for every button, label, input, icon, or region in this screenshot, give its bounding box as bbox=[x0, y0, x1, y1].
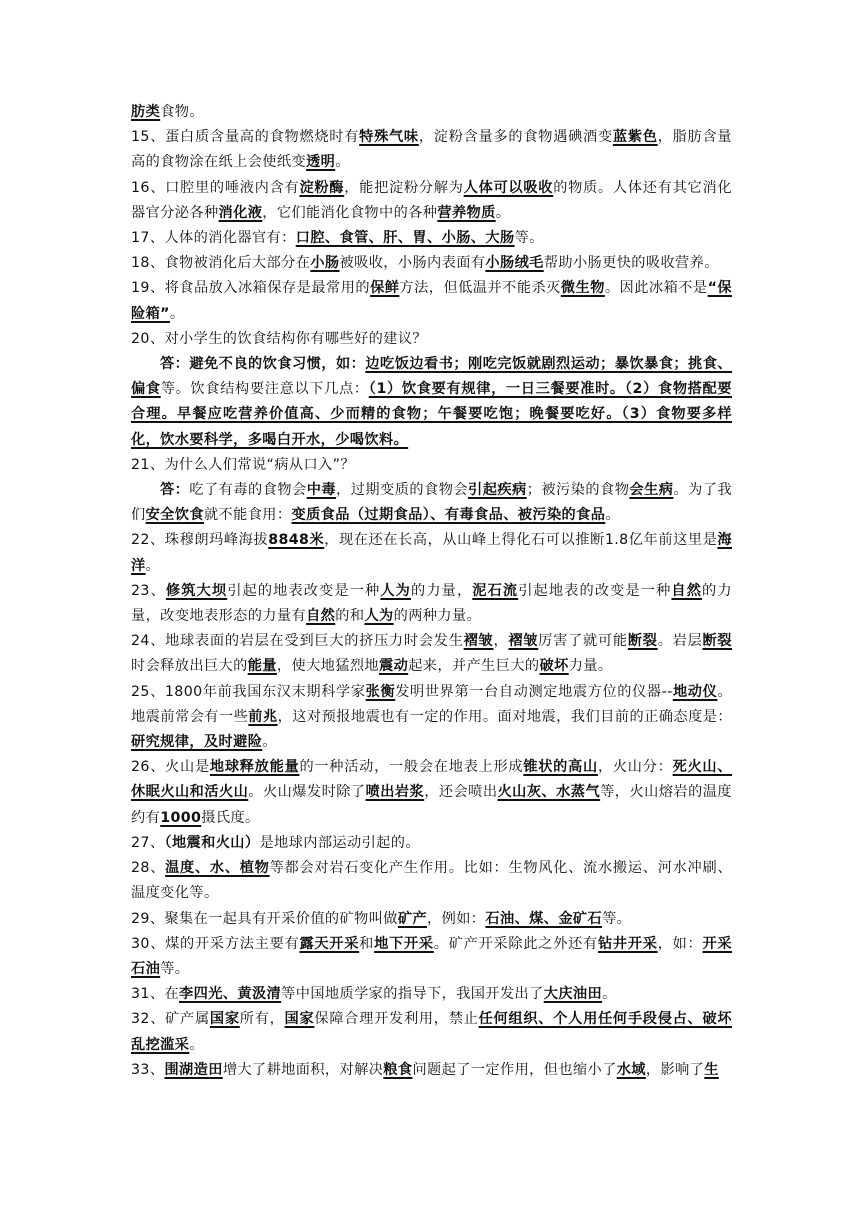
answer-keyword: 火山灰、水蒸气 bbox=[497, 784, 601, 801]
body-text: ，过期变质的食物会 bbox=[336, 482, 469, 499]
body-text: ，影响了 bbox=[645, 1061, 705, 1078]
answer-keyword: 口腔、食管、肝、胃、小肠、大肠 bbox=[295, 230, 515, 247]
item-24 bbox=[131, 629, 732, 679]
answer-keyword: 前兆 bbox=[248, 708, 278, 725]
answer-keyword: 1000 bbox=[160, 809, 202, 826]
answer-keyword: 8848米 bbox=[268, 532, 325, 549]
answer-keyword: 任何组织、个人用任何手段侵占、破坏乱挖滥采 bbox=[131, 1011, 732, 1053]
body-text: 。火山爆发时除了 bbox=[248, 784, 366, 801]
answer-keyword: 边吃饭边看书；刚吃完饭就剧烈运动；暴饮暴食；挑食、偏食 bbox=[131, 356, 732, 398]
body-text: 时会释放出巨大的 bbox=[131, 658, 248, 675]
item-29 bbox=[131, 907, 732, 932]
answer-keyword: 震动 bbox=[379, 658, 409, 675]
answer-keyword: 矿产 bbox=[397, 910, 428, 927]
body-text: ，它们能消化食物中的各种 bbox=[262, 204, 438, 221]
answer-keyword: 断裂 bbox=[627, 633, 658, 650]
body-text: 发明世界第一台自动测定地震方位的仪器-- bbox=[395, 683, 673, 700]
body-text: 。 bbox=[145, 557, 161, 574]
body-text: 所有， bbox=[239, 1011, 285, 1028]
item-31 bbox=[131, 982, 732, 1007]
answer-keyword: 消化液 bbox=[218, 204, 263, 221]
item-28 bbox=[131, 856, 732, 906]
answer-keyword: 死火山、休眠火山和活火山 bbox=[131, 759, 732, 801]
answer-keyword: 地球释放能量 bbox=[209, 759, 300, 776]
body-text: 摄氏度。 bbox=[201, 809, 260, 826]
body-text: 16、口腔里的唾液内含有 bbox=[131, 179, 300, 196]
answer-keyword: 露天开采 bbox=[299, 935, 360, 952]
body-text: 就不能食用： bbox=[203, 507, 292, 524]
item-30 bbox=[131, 932, 732, 982]
body-text: 33、 bbox=[131, 1061, 165, 1078]
body-text: 力量。 bbox=[568, 658, 613, 675]
body-text: 。为了我们 bbox=[131, 482, 732, 524]
answer-keyword: 褶皱 bbox=[508, 633, 539, 650]
answer-keyword: 大庆油田 bbox=[543, 986, 603, 1003]
body-text: 。岩层 bbox=[657, 633, 703, 650]
body-text: 食物。 bbox=[160, 104, 204, 120]
body-text: 30、煤的开采方法主要有 bbox=[131, 935, 300, 952]
body-text: 被吸收，小肠内表面有 bbox=[339, 255, 486, 272]
body-text: 27、 bbox=[131, 834, 165, 851]
answer-keyword: 海洋 bbox=[131, 532, 732, 574]
answer-keyword: 透明 bbox=[306, 154, 336, 171]
answer-keyword: 人为 bbox=[380, 582, 411, 599]
item-20-answer bbox=[131, 352, 732, 453]
body-text: ，淀粉含量多的食物遇碘酒变 bbox=[418, 129, 613, 146]
body-text: ，还会喷出 bbox=[424, 784, 498, 801]
answer-keyword: 断裂 bbox=[702, 633, 732, 650]
answer-keyword: 肪类 bbox=[131, 104, 161, 120]
body-text: 20、对小学生的饮食结构你有哪些好的建议？ bbox=[131, 330, 428, 347]
body-text: 15、蛋白质含量高的食物燃烧时有 bbox=[131, 129, 360, 146]
answer-keyword: 国家 bbox=[284, 1011, 315, 1028]
body-text: 等。 bbox=[160, 960, 190, 977]
answer-keyword: 围湖造田 bbox=[164, 1061, 223, 1078]
answer-keyword: 钻井开采 bbox=[597, 935, 658, 952]
body-text: 的力量， bbox=[411, 582, 473, 599]
body-text: ，如： bbox=[657, 935, 703, 952]
bold-text: 答： bbox=[160, 482, 190, 499]
body-text: 厉害了就可能 bbox=[538, 633, 628, 650]
body-text: 29、聚集在一起具有开采价值的矿物叫做 bbox=[131, 910, 398, 927]
answer-keyword: 水域 bbox=[616, 1061, 646, 1078]
answer-keyword: 国家 bbox=[209, 1011, 240, 1028]
answer-keyword: 褶皱 bbox=[463, 633, 494, 650]
body-text: 等，火山熔岩的温度约有 bbox=[131, 784, 732, 826]
body-text: 的物质。人体还有其它消化器官分泌各种 bbox=[131, 179, 732, 221]
answer-keyword: 安全饮食 bbox=[145, 507, 204, 524]
answer-keyword: 地动仪 bbox=[672, 683, 718, 700]
body-text: 的一种活动，一般会在地表上形成 bbox=[299, 759, 524, 776]
answer-keyword: 淀粉酶 bbox=[299, 179, 345, 196]
body-text: 。 bbox=[495, 204, 511, 221]
item-16 bbox=[131, 176, 732, 226]
body-text: 24、地球表面的岩层在受到巨大的挤压力时会发生 bbox=[131, 633, 464, 650]
body-text: 起来，并产生巨大的 bbox=[408, 658, 540, 675]
body-text: 等。 bbox=[602, 910, 632, 927]
body-text: 保障合理开发利用，禁止 bbox=[314, 1011, 479, 1028]
item-25 bbox=[131, 680, 732, 756]
item-19 bbox=[131, 276, 732, 326]
body-text: ，火山分： bbox=[597, 759, 673, 776]
answer-keyword: 锥状的高山 bbox=[523, 759, 598, 776]
body-text: 25、1800年前我国东汉末期科学家 bbox=[131, 683, 366, 700]
answer-keyword: 会生病 bbox=[629, 482, 674, 499]
body-text: ，能把淀粉分解为 bbox=[344, 179, 464, 196]
body-text: 引起地表的改变是一种 bbox=[518, 582, 672, 599]
body-text: ， bbox=[493, 633, 509, 650]
bold-text: （地震和火山） bbox=[164, 834, 260, 851]
answer-keyword: 保鲜 bbox=[370, 280, 400, 297]
body-text: 。地震前常会有一些 bbox=[131, 683, 732, 725]
answer-keyword: 修筑大坝 bbox=[165, 582, 228, 599]
item-18 bbox=[131, 251, 732, 276]
answer-keyword: 破坏 bbox=[539, 658, 569, 675]
body-text: 吃了有毒的食物会 bbox=[189, 482, 307, 499]
answer-keyword: 温度、水、植物 bbox=[165, 860, 270, 877]
answer-keyword: “保险箱” bbox=[131, 280, 733, 322]
body-text: 17、人体的消化器官有： bbox=[131, 230, 296, 247]
body-text: ，使大地猛烈地 bbox=[276, 658, 380, 675]
body-text: 32、矿产属 bbox=[131, 1011, 210, 1028]
body-text: 帮助小肠更快的吸收营养。 bbox=[543, 255, 719, 272]
body-text: 等中国地质学家的指导下，我国开发出了 bbox=[281, 986, 544, 1003]
body-text: 。 bbox=[169, 305, 185, 322]
body-text: 引起的地表改变是一种 bbox=[227, 582, 381, 599]
body-text: 问题起了一定作用，但也缩小了 bbox=[412, 1061, 617, 1078]
answer-keyword: 蓝紫色 bbox=[612, 129, 658, 146]
body-text: 。 bbox=[262, 734, 277, 751]
body-text: 。 bbox=[189, 1036, 204, 1053]
body-text: ，现在还在长高，从山峰上得化石可以推断1.8亿年前这里是 bbox=[324, 532, 718, 549]
answer-keyword: 营养物质 bbox=[437, 204, 496, 221]
item-23 bbox=[131, 579, 732, 629]
answer-keyword: 自然 bbox=[306, 608, 336, 625]
body-text: 18、食物被消化后大部分在 bbox=[131, 255, 311, 272]
item-27 bbox=[131, 831, 732, 856]
answer-keyword: 研究规律，及时避险 bbox=[131, 734, 263, 751]
answer-keyword: 生 bbox=[704, 1061, 719, 1078]
body-text: 22、珠穆朗玛峰海拔 bbox=[131, 532, 269, 549]
answer-keyword: 中毒 bbox=[306, 482, 337, 499]
body-text: 等都会对岩石变化产生作用。比如：生物风化、流水搬运、河水冲刷、温度变化等。 bbox=[131, 860, 732, 902]
answer-keyword: 微生物 bbox=[560, 280, 605, 297]
item-15 bbox=[131, 125, 732, 175]
body-text: 21、为什么人们常说“病从口入”？ bbox=[131, 456, 355, 473]
answer-keyword: 变质食品（过期食品）、有毒食品、被污染的食品 bbox=[291, 507, 606, 524]
body-text: 方法，但低温并不能杀灭 bbox=[399, 280, 561, 297]
item-33 bbox=[131, 1058, 732, 1083]
item-20-question bbox=[131, 327, 732, 352]
body-text: ，这对预报地震也有一定的作用。面对地震，我们目前的正确态度是： bbox=[277, 708, 732, 725]
answer-keyword: 开采石油 bbox=[131, 935, 732, 977]
document-page bbox=[131, 100, 732, 1083]
body-text: ；被污染的食物 bbox=[526, 482, 630, 499]
answer-keyword: 泥石流 bbox=[472, 582, 519, 599]
body-text: 26、火山是 bbox=[131, 759, 210, 776]
body-text: 是地球内部运动引起的。 bbox=[259, 834, 420, 851]
body-text: 增大了耕地面积，对解决 bbox=[222, 1061, 384, 1078]
body-text: 的力量，改变地表形态的力量有 bbox=[131, 582, 732, 625]
item-17 bbox=[131, 226, 732, 251]
body-text: 19、将食品放入冰箱保存是最常用的 bbox=[131, 280, 371, 297]
body-text: 31、在 bbox=[131, 986, 180, 1003]
item-26 bbox=[131, 755, 732, 831]
body-text: 的两种力量。 bbox=[393, 608, 482, 625]
answer-keyword: 自然 bbox=[671, 582, 703, 599]
body-text: 和 bbox=[359, 935, 375, 952]
answer-keyword: 粮食 bbox=[383, 1061, 413, 1078]
answer-keyword: 张衡 bbox=[365, 683, 396, 700]
answer-keyword: 引起疾病 bbox=[468, 482, 527, 499]
body-text: 28、 bbox=[131, 860, 166, 877]
answer-keyword: 李四光、黄汲清 bbox=[179, 986, 282, 1003]
body-text: 等。 bbox=[514, 230, 544, 247]
body-text: 等。饮食结构要注意以下几点： bbox=[160, 381, 369, 398]
answer-keyword: （1）饮食要有规律，一日三餐要准时。（2）食物搭配要合理。早餐应吃营养价值高、少而精的食物；午餐要吃饱；晚餐要吃好。（3）食物要多样化，饮水要科学，多喝白开水，少喝饮料。 bbox=[131, 381, 732, 448]
body-text: ，脂肪含量高的食物涂在纸上会使纸变 bbox=[131, 129, 732, 171]
body-text: ，例如： bbox=[427, 910, 486, 927]
paragraph-14-tail bbox=[131, 100, 732, 125]
item-21-question bbox=[131, 453, 732, 478]
body-text: 23、 bbox=[131, 582, 166, 599]
body-text: 。矿产开采除此之外还有 bbox=[433, 935, 598, 952]
bold-text: 答：避免不良的饮食习惯，如： bbox=[160, 356, 366, 373]
item-22 bbox=[131, 528, 732, 578]
answer-keyword: 地下开采 bbox=[374, 935, 434, 952]
body-text: 。 bbox=[605, 507, 620, 524]
item-32 bbox=[131, 1007, 732, 1057]
answer-keyword: 石油、煤、金矿石 bbox=[485, 910, 603, 927]
answer-keyword: 小肠绒毛 bbox=[485, 255, 544, 272]
body-text: 。 bbox=[335, 154, 350, 171]
answer-keyword: 人体可以吸收 bbox=[463, 179, 554, 196]
body-text: 。 bbox=[602, 986, 617, 1003]
body-text: 。因此冰箱不是 bbox=[604, 280, 708, 297]
answer-keyword: 喷出岩浆 bbox=[365, 784, 425, 801]
answer-keyword: 能量 bbox=[247, 658, 277, 675]
answer-keyword: 人为 bbox=[364, 608, 394, 625]
body-text: 的和 bbox=[335, 608, 365, 625]
answer-keyword: 小肠 bbox=[310, 255, 340, 272]
answer-keyword: 特殊气味 bbox=[359, 129, 419, 146]
item-21-answer bbox=[131, 478, 732, 528]
